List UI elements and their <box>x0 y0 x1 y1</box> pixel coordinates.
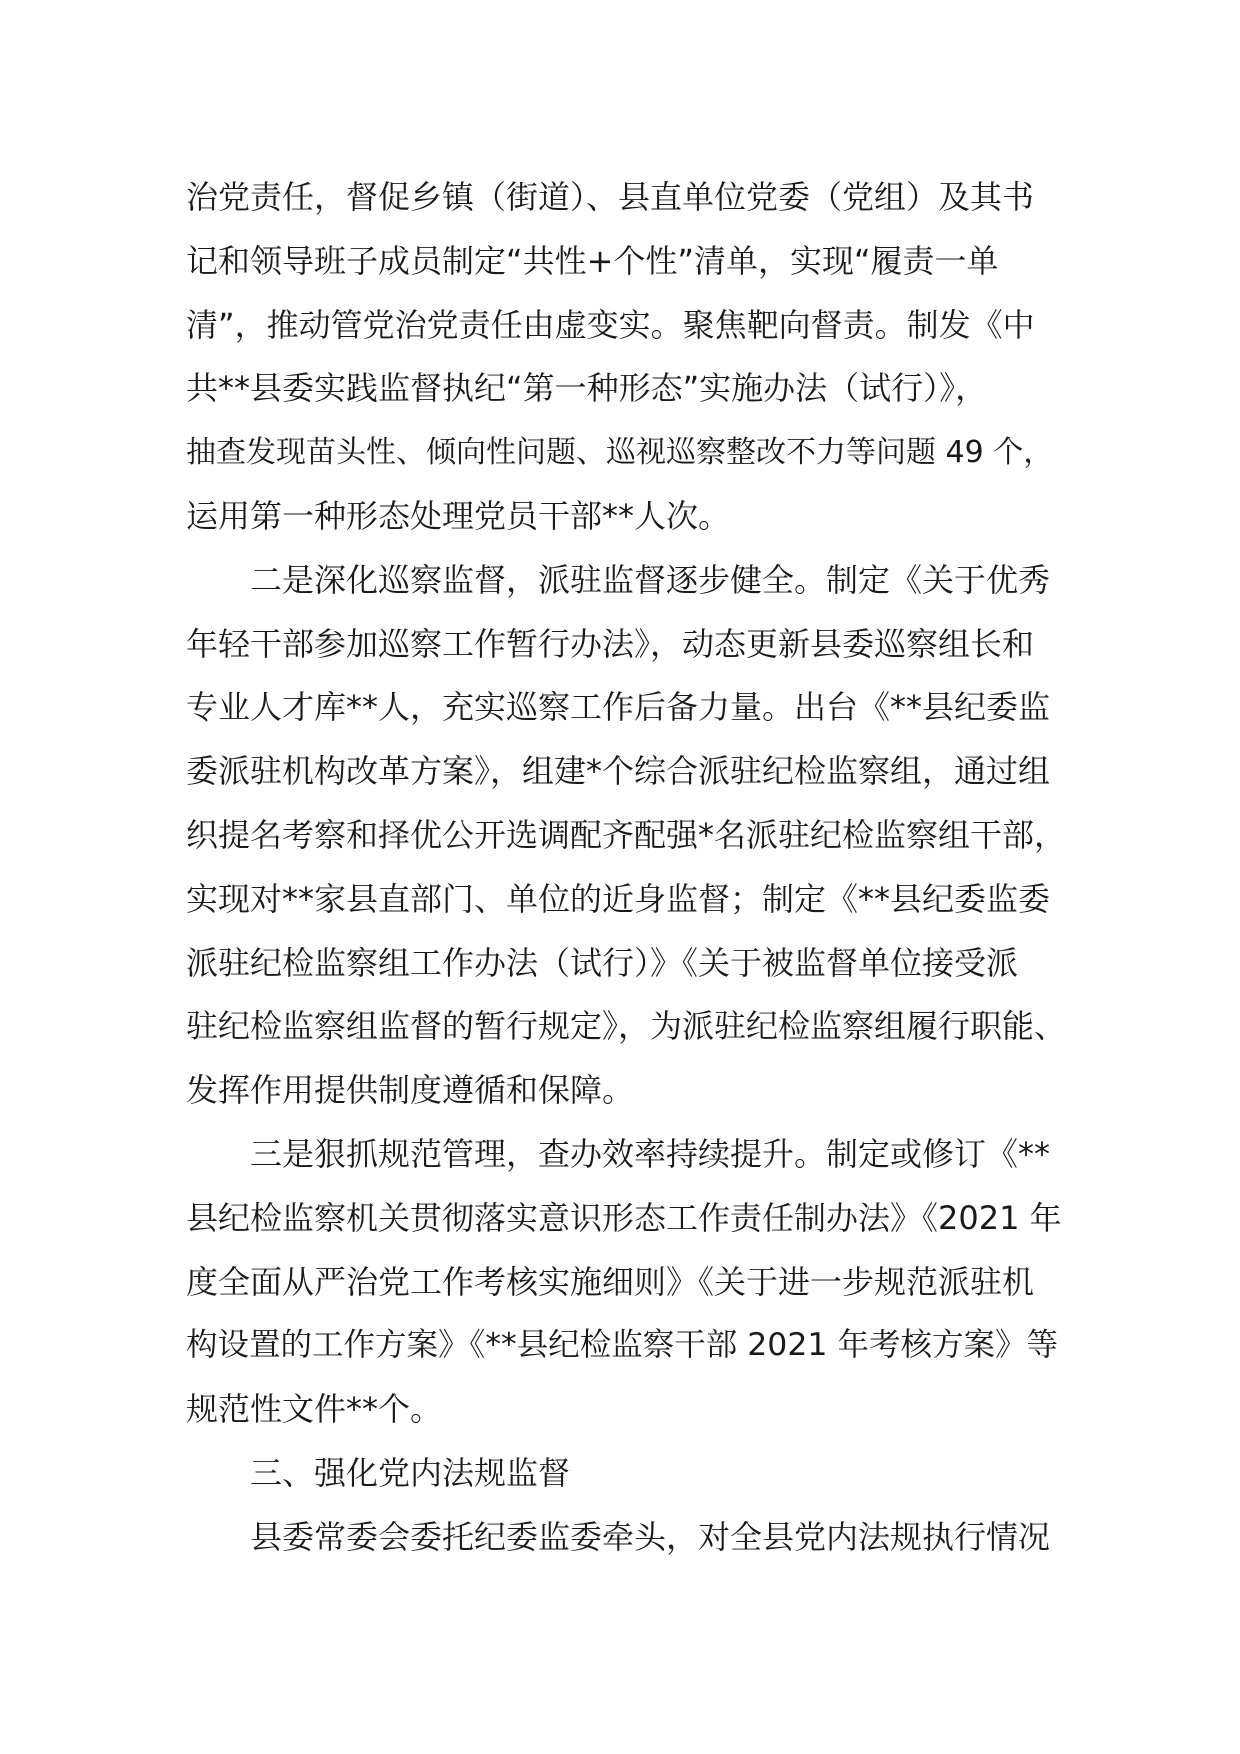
text-line: 发挥作用提供制度遵循和保障。 <box>186 1071 635 1110</box>
text-line: 派驻纪检监察组工作办法（试行）》《关于被监督单位接受派 <box>186 943 1019 982</box>
text-line: 三是狠抓规范管理，查办效率持续提升。制定或修订《** <box>250 1134 1051 1173</box>
text-line: 实现对**家县直部门、单位的近身监督；制定《**县纪委监委 <box>186 879 1051 918</box>
text-line: 专业人才库**人，充实巡察工作后备力量。出台《**县纪委监 <box>186 688 1051 727</box>
text-line: 年轻干部参加巡察工作暂行办法》，动态更新县委巡察组长和 <box>186 624 1035 663</box>
text-line: 织提名考察和择优公开选调配齐配强*名派驻纪检监察组干部， <box>186 815 1067 854</box>
text-line: 县纪检监察机关贯彻落实意识形态工作责任制办法》《2021 年 <box>186 1198 1062 1237</box>
text-line: 三、强化党内法规监督 <box>250 1453 571 1492</box>
text-line: 县委常委会委托纪委监委牵头，对全县党内法规执行情况 <box>250 1517 1051 1556</box>
text-line: 清”，推动管党治党责任由虚变实。聚焦靶向督责。制发《中 <box>186 305 1035 344</box>
text-line: 二是深化巡察监督，派驻监督逐步健全。制定《关于优秀 <box>250 560 1051 599</box>
text-line: 记和领导班子成员制定“共性+个性”清单，实现“履责一单 <box>186 241 999 280</box>
text-line: 抽查发现苗头性、倾向性问题、巡视巡察整改不力等问题 49 个， <box>186 435 1054 471</box>
text-line: 共**县委实践监督执纪“第一种形态”实施办法（试行）》， <box>186 369 988 408</box>
text-line: 运用第一种形态处理党员干部**人次。 <box>186 496 731 535</box>
text-line: 构设置的工作方案》《**县纪检监察干部 2021 年考核方案》等 <box>186 1327 1058 1364</box>
document-body <box>186 166 1066 1570</box>
text-line: 度全面从严治党工作考核实施细则》《关于进一步规范派驻机 <box>186 1262 1035 1301</box>
text-line: 规范性文件**个。 <box>186 1390 443 1429</box>
text-line: 治党责任，督促乡镇（街道）、县直单位党委（党组）及其书 <box>186 178 1035 216</box>
text-line: 委派驻机构改革方案》，组建*个综合派驻纪检监察组，通过组 <box>186 752 1051 791</box>
text-line: 驻纪检监察组监督的暂行规定》，为派驻纪检监察组履行职能、 <box>186 1007 1067 1046</box>
